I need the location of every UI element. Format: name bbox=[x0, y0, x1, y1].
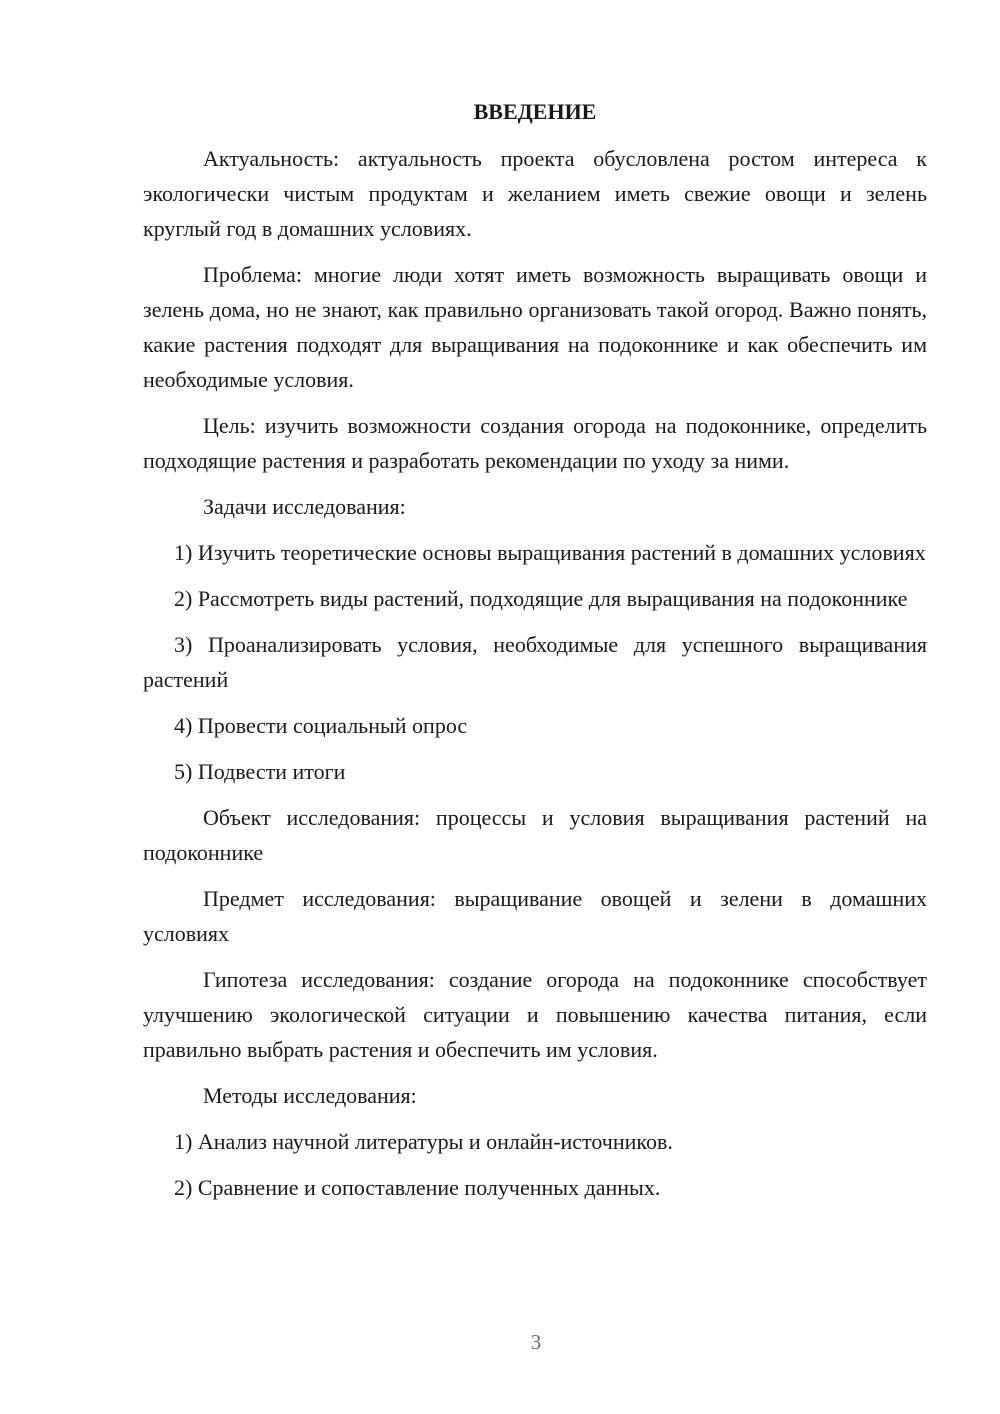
task-item-4: 4) Провести социальный опрос bbox=[174, 713, 468, 738]
page-number: 3 bbox=[530, 1330, 542, 1354]
paragraph-goal: Цель: изучить возможности создания огорода на подоконнике, определить подходящие растения и разработать рекомендации по уходу за ними. bbox=[143, 413, 927, 473]
section-title: ВВЕДЕНИЕ bbox=[473, 99, 597, 124]
paragraph-problem: Проблема: многие люди хотят иметь возможность выращивать овощи и зелень дома, но не знают, как правильно организовать такой огород. Важно понять, какие растения подходят для выращивания на подоконнике и как обеспечить им необходимые условия. bbox=[143, 262, 927, 392]
page-content bbox=[143, 94, 927, 1216]
paragraph-methods-heading: Методы исследования: bbox=[203, 1083, 417, 1108]
method-item-1: 1) Анализ научной литературы и онлайн-источников. bbox=[174, 1129, 673, 1154]
paragraph-subject: Предмет исследования: выращивание овощей и зелени в домашних условиях bbox=[143, 886, 927, 946]
task-item-3: 3) Проанализировать условия, необходимые для успешного выращивания растений bbox=[143, 632, 927, 692]
method-item-2: 2) Сравнение и сопоставление полученных данных. bbox=[174, 1175, 661, 1200]
paragraph-hypothesis: Гипотеза исследования: создание огорода на подоконнике способствует улучшению экологической ситуации и повышению качества питания, если правильно выбрать растения и обеспечить им условия. bbox=[143, 967, 927, 1062]
task-item-2: 2) Рассмотреть виды растений, подходящие для выращивания на подоконнике bbox=[174, 586, 908, 611]
paragraph-relevance: Актуальность: актуальность проекта обусловлена ростом интереса к экологически чистым продуктам и желанием иметь свежие овощи и зелень круглый год в домашних условиях. bbox=[143, 146, 927, 241]
paragraph-object: Объект исследования: процессы и условия выращивания растений на подоконнике bbox=[143, 805, 927, 865]
task-item-5: 5) Подвести итоги bbox=[174, 759, 346, 784]
paragraph-tasks-heading: Задачи исследования: bbox=[203, 494, 406, 519]
task-item-1: 1) Изучить теоретические основы выращивания растений в домашних условиях bbox=[174, 540, 926, 565]
